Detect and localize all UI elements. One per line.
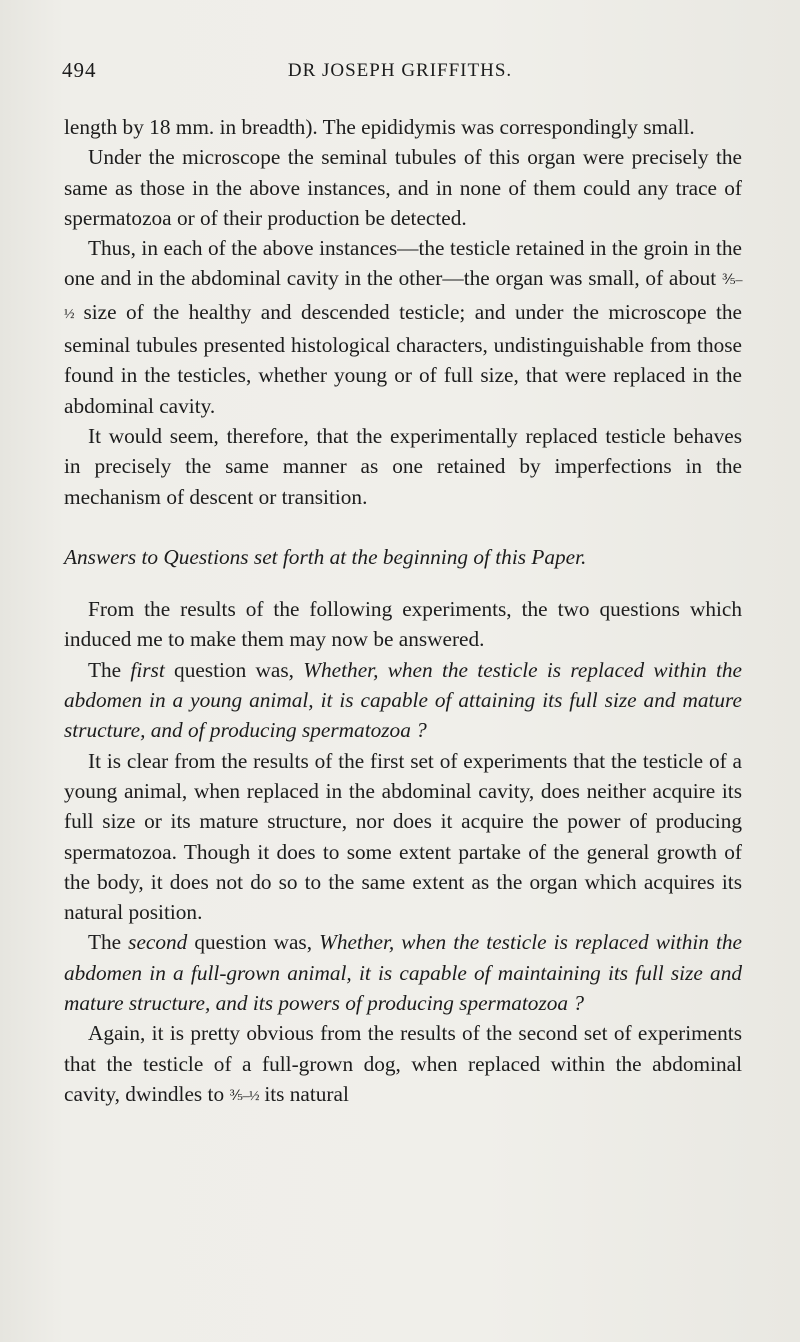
emphasis: first: [130, 657, 165, 682]
paragraph: [64, 233, 742, 421]
paragraph-text: Thus, in each of the above instances—the testicle retained in the groin in the one and in the abdominal cavity in the other—the organ was small, of about: [64, 236, 742, 291]
question-text: Whether, when the testicle is replaced within the abdomen in a full-grown animal, it is capable of maintaining its full size and mature structure, and its powers of producing spermatozoa ?: [64, 930, 743, 1016]
paragraph-text: question was,: [164, 657, 304, 682]
paragraph: [64, 655, 742, 746]
paragraph-text: The: [88, 930, 129, 955]
question-text: Whether, when the testicle is replaced within the abdomen in a young animal, it is capable of attaining its full size and mature structure, and of producing spermatozoa ?: [64, 657, 743, 743]
paragraph: length by 18 mm. in breadth). The epididymis was correspondingly small.: [64, 115, 695, 139]
paragraph-text: question was,: [187, 930, 320, 955]
paragraph-text: Again, it is pretty obvious from the results of the second set of experiments that the testicle of a full-grown dog, when replaced within the abdominal cavity, dwindles to: [64, 1021, 742, 1106]
paragraph-text: The: [88, 657, 131, 682]
fraction: ⅗–½: [229, 1088, 259, 1104]
paragraph: It is clear from the results of the first set of experiments that the testicle of a young animal, when replaced in the abdominal cavity, does neither acquire its full size or its mature structure, nor does it acquire the power of producing spermatozoa. Though it does to some extent partake of the general growth of the body, it does not do so to the same extent as the organ which acquires its natural position.: [64, 748, 742, 925]
section-title: Answers to Questions set forth at the beginning of this Paper.: [64, 544, 587, 569]
fraction: ⅗–½: [64, 273, 742, 322]
page-header: [62, 58, 738, 88]
paragraph: [64, 927, 742, 1018]
section-gap: [64, 572, 742, 594]
page-number: 494: [62, 58, 97, 82]
emphasis: second: [128, 930, 188, 955]
paragraph: Under the microscope the seminal tubules of this organ were precisely the same as those in the above instances, and in none of them could any trace of spermatozoa or of their production be detected.: [64, 145, 742, 230]
section-gap: [64, 512, 742, 542]
paragraph-text: size of the healthy and descended testicle; and under the microscope the seminal tubules presented histological characters, undistinguishable from those found in the testicles, whether young or of full size, that were replaced in the abdominal cavity.: [64, 299, 742, 418]
paragraph-text: its natural: [259, 1081, 349, 1106]
running-title: DR JOSEPH GRIFFITHS.: [287, 60, 513, 81]
paragraph: From the results of the following experiments, the two questions which induced me to make them may now be answered.: [64, 597, 742, 652]
page-body: [64, 112, 742, 1112]
paragraph: It would seem, therefore, that the experimentally replaced testicle behaves in precisely the same manner as one retained by imperfections in the mechanism of descent or transition.: [64, 423, 742, 509]
paragraph: [64, 1018, 742, 1112]
